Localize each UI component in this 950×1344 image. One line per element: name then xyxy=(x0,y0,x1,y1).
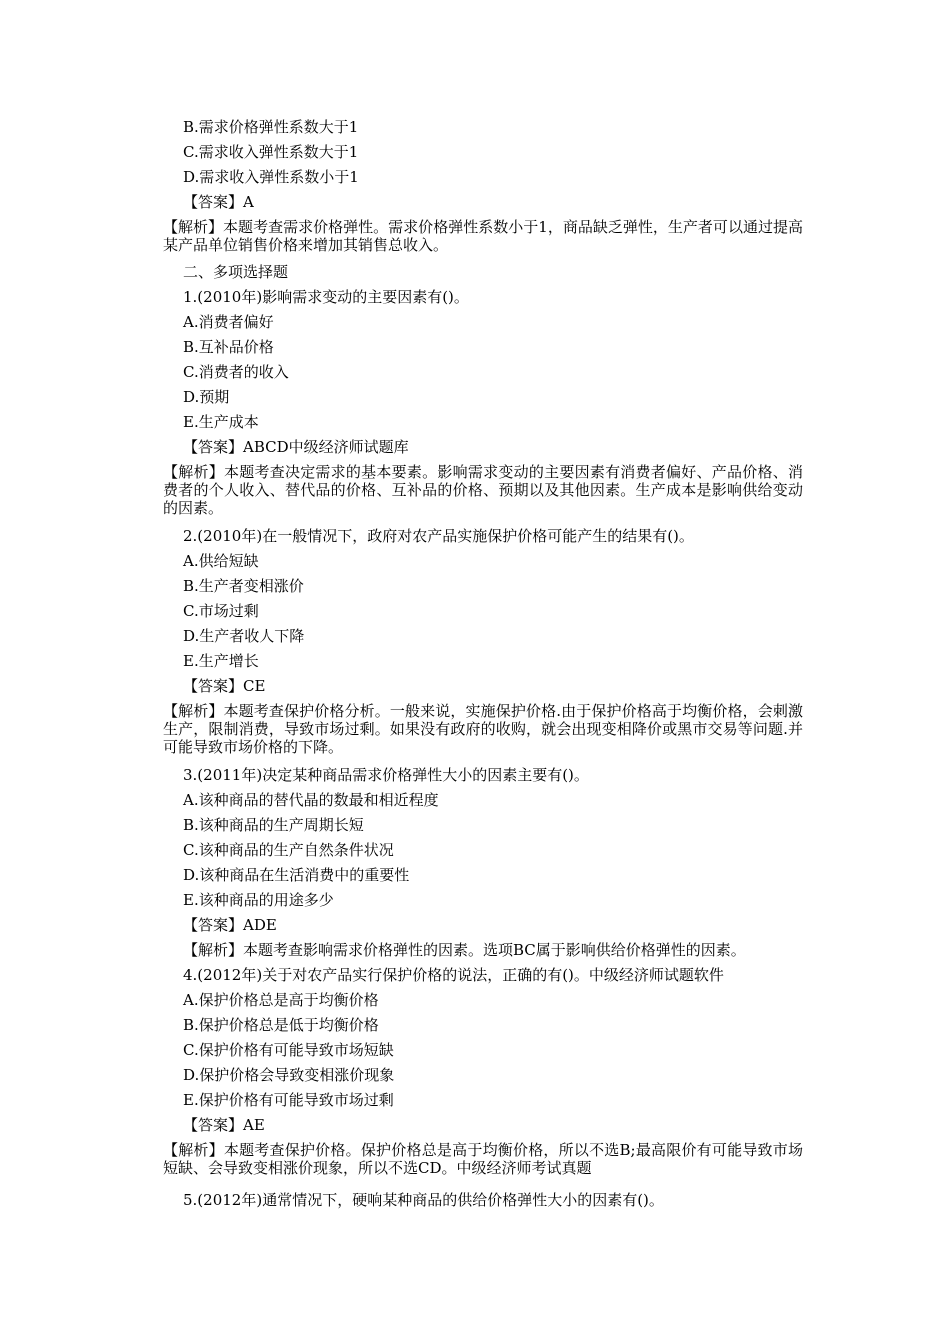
option-line: A.消费者偏好 xyxy=(183,313,274,331)
option-line: A.供给短缺 xyxy=(183,552,259,570)
question-line: 4.(2012年)关于对农产品实行保护价格的说法，正确的有()。中级经济师试题软件 xyxy=(183,966,724,984)
analysis-paragraph: 【解析】本题考查保护价格分析。一般来说，实施保护价格.由于保护价格高于均衡价格，会刺激生产，限制消费，导致市场过剩。如果没有政府的收购，就会出现变相降价或黑市交易等问题.并可能导致市场价格的下降。 xyxy=(163,702,803,756)
analysis-paragraph: 【解析】本题考查决定需求的基本要素。影响需求变动的主要因素有消费者偏好、产品价格、消费者的个人收入、替代品的价格、互补品的价格、预期以及其他因素。生产成本是影响供给变动的因素。 xyxy=(163,463,803,517)
answer-line: 【答案】A xyxy=(183,193,254,211)
question-line: 1.(2010年)影响需求变动的主要因素有()。 xyxy=(183,288,469,306)
option-line: E.保护价格有可能导致市场过剩 xyxy=(183,1091,394,1109)
option-line: E.生产成本 xyxy=(183,413,259,431)
answer-line: 【答案】ABCD中级经济师试题库 xyxy=(183,438,409,456)
option-line: C.消费者的收入 xyxy=(183,363,289,381)
analysis-line: 【解析】本题考查影响需求价格弹性的因素。选项BC属于影响供给价格弹性的因素。 xyxy=(183,941,746,959)
answer-line: 【答案】AE xyxy=(183,1116,265,1134)
option-line: B.保护价格总是低于均衡价格 xyxy=(183,1016,379,1034)
option-line: D.需求收入弹性系数小于1 xyxy=(183,168,359,186)
option-line: B.互补品价格 xyxy=(183,338,274,356)
answer-line: 【答案】ADE xyxy=(183,916,277,934)
option-line: C.保护价格有可能导致市场短缺 xyxy=(183,1041,394,1059)
option-line: D.预期 xyxy=(183,388,230,406)
option-line: A.保护价格总是高于均衡价格 xyxy=(183,991,379,1009)
option-line: C.市场过剩 xyxy=(183,602,259,620)
analysis-paragraph: 【解析】本题考查需求价格弹性。需求价格弹性系数小于1，商品缺乏弹性，生产者可以通过提高某产品单位销售价格来增加其销售总收入。 xyxy=(163,218,803,254)
answer-line: 【答案】CE xyxy=(183,677,266,695)
question-line: 5.(2012年)通常情况下，硬响某种商品的供给价格弹性大小的因素有()。 xyxy=(183,1191,664,1209)
option-line: B.生产者变相涨价 xyxy=(183,577,304,595)
option-line: A.该种商品的替代晶的数最和相近程度 xyxy=(183,791,439,809)
option-line: B.该种商品的生产周期长短 xyxy=(183,816,364,834)
question-line: 2.(2010年)在一般情况下，政府对农产品实施保护价格可能产生的结果有()。 xyxy=(183,527,694,545)
option-line: E.该种商品的用途多少 xyxy=(183,891,334,909)
option-line: E.生产增长 xyxy=(183,652,259,670)
option-line: C.需求收入弹性系数大于1 xyxy=(183,143,359,161)
section-heading: 二、多项选择题 xyxy=(183,263,289,281)
option-line: D.保护价格会导致变相涨价现象 xyxy=(183,1066,395,1084)
option-line: D.生产者收人下降 xyxy=(183,627,305,645)
question-line: 3.(2011年)决定某种商品需求价格弹性大小的因素主要有()。 xyxy=(183,766,589,784)
option-line: B.需求价格弹性系数大于1 xyxy=(183,118,359,136)
option-line: C.该种商品的生产自然条件状况 xyxy=(183,841,394,859)
analysis-paragraph: 【解析】本题考查保护价格。保护价格总是高于均衡价格，所以不选B;最高限价有可能导致市场短缺、会导致变相涨价现象，所以不选CD。中级经济师考试真题 xyxy=(163,1141,803,1177)
option-line: D.该种商品在生活消费中的重要性 xyxy=(183,866,410,884)
